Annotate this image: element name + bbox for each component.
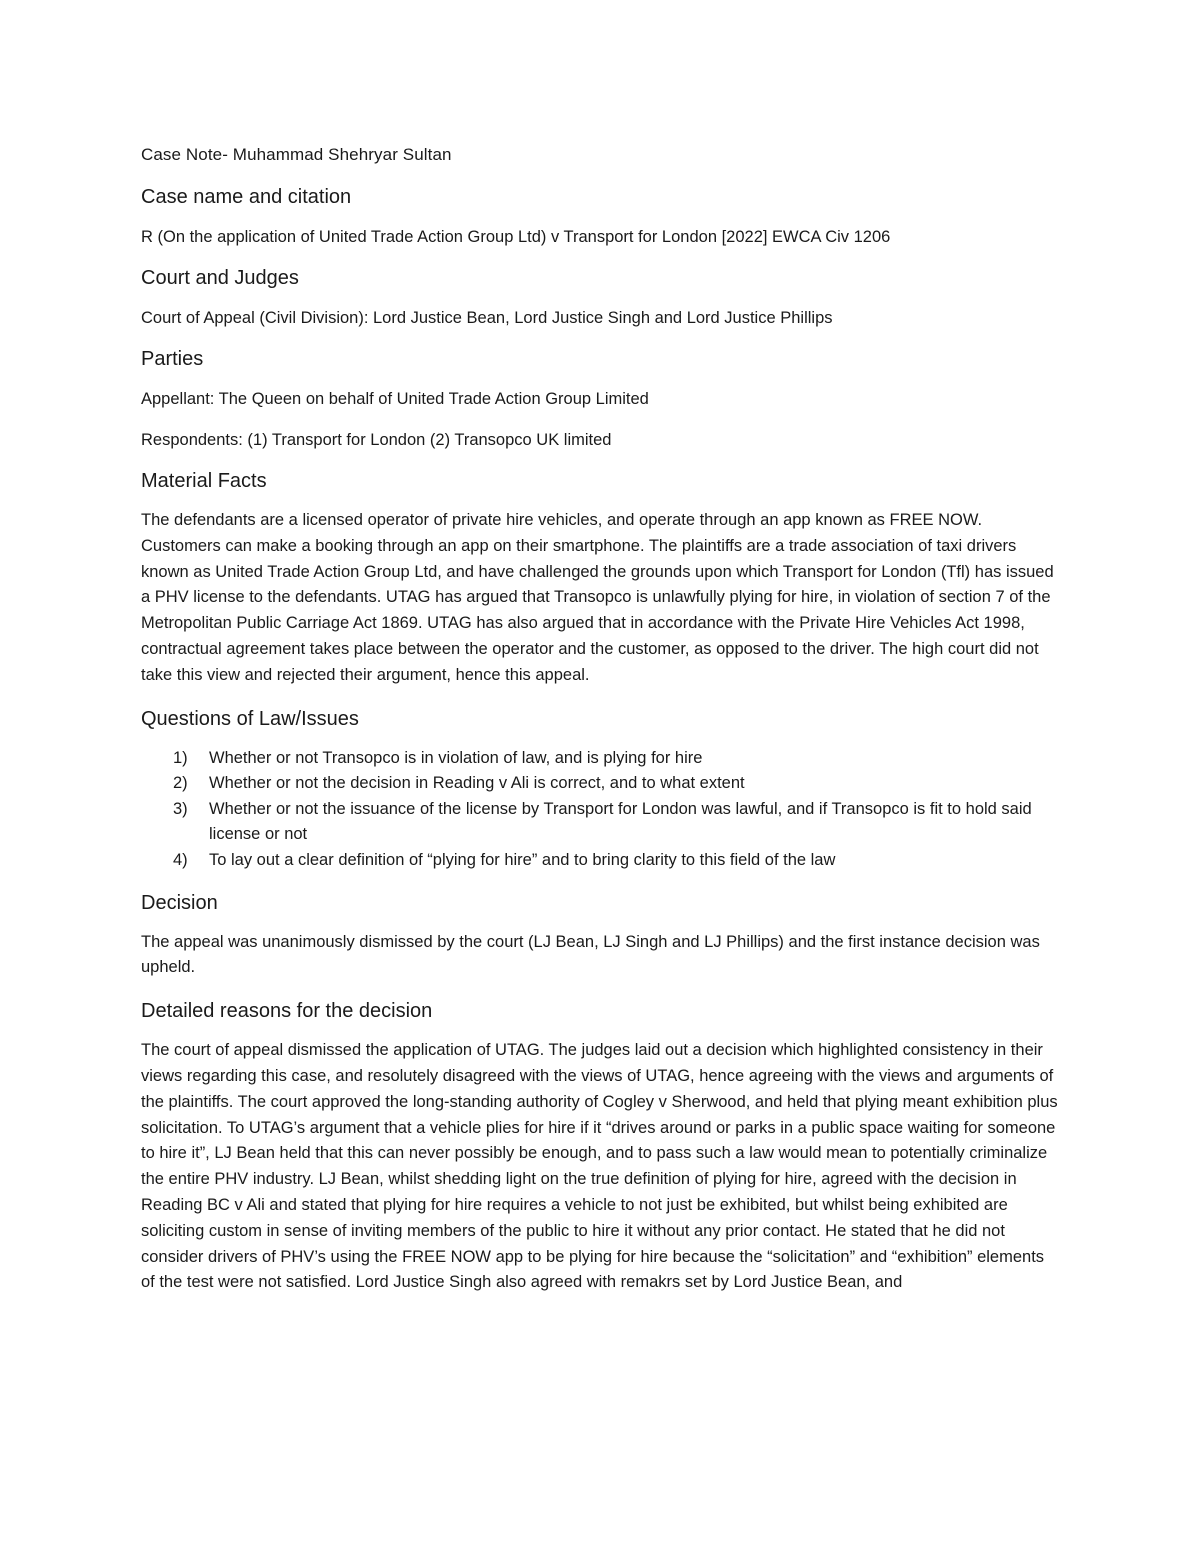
issue-item-3 [141,797,1061,848]
case-citation: R (On the application of United Trade Action Group Ltd) v Transport for London [2022] EWCA Civ 1206 [141,228,891,246]
respondents: Respondents: (1) Transport for London (2) Transopco UK limited [141,431,612,449]
issue-number: 4) [173,850,188,869]
decision-heading: Decision [141,891,218,914]
court-heading: Court and Judges [141,267,299,289]
issue-text: Whether or not the decision in Reading v Ali is correct, and to what extent [209,774,745,793]
issue-item-4 [141,848,1061,874]
decision-paragraph: The appeal was unanimously dismissed by the court (LJ Bean, LJ Singh and LJ Phillips) and the first instance decision was upheld. [141,932,1040,977]
case-name-heading: Case name and citation [141,186,352,208]
issue-text: Whether or not Transopco is in violation of law, and is plying for hire [209,748,703,767]
facts-paragraph: The defendants are a licensed operator of private hire vehicles, and operate through an app known as FREE NOW. Customers can make a booking through an app on their smartphone. The plaintiffs are a trade association of taxi drivers known as United Trade Action Group Ltd, and have challenged the grounds upon which Transport for London (Tfl) has issued a PHV license to the defendants. UTAG has argued that Transopco is unlawfully plying for hire, in violation of section 7 of the Metropolitan Public Carriage Act 1869. UTAG has also argued that in accordance with the Private Hire Vehicles Act 1998, contractual agreement takes place between the operator and the customer, as opposed to the driver. The high court did not take this view and rejected their argument, hence this appeal. [141,511,1054,684]
court-judges: Court of Appeal (Civil Division): Lord Justice Bean, Lord Justice Singh and Lord Justice Phillips [141,309,833,327]
parties-heading: Parties [141,348,204,370]
issues-heading: Questions of Law/Issues [141,707,359,730]
issues-list [141,746,1061,874]
issue-text: Whether or not the issuance of the license by Transport for London was lawful, and if Transopco is fit to hold said license or not [209,799,1032,844]
issue-item-2 [141,771,1061,797]
issue-item-1 [141,746,1061,772]
issue-number: 1) [173,748,188,767]
issue-number: 2) [173,774,188,793]
document-title: Case Note- Muhammad Shehryar Sultan [141,145,452,164]
appellant: Appellant: The Queen on behalf of United Trade Action Group Limited [141,390,649,408]
issue-number: 3) [173,799,188,818]
facts-heading: Material Facts [141,470,267,492]
reasons-heading: Detailed reasons for the decision [141,1000,433,1023]
issue-text: To lay out a clear definition of “plying for hire” and to bring clarity to this field of the law [209,850,836,869]
document-body [141,142,1061,1313]
reasons-paragraph: The court of appeal dismissed the application of UTAG. The judges laid out a decision which highlighted consistency in their views regarding this case, and resolutely disagreed with the views of UTAG, hence agreeing with the views and arguments of the plaintiffs. The court approved the long-standing authority of Cogley v Sherwood, and held that plying meant exhibition plus solicitation. To UTAG’s argument that a vehicle plies for hire if it “drives around or parks in a public space waiting for someone to hire it”, LJ Bean held that this can never possibly be enough, and to pass such a law would mean to potentially criminalize the entire PHV industry. LJ Bean, whilst shedding light on the true definition of plying for hire, agreed with the decision in Reading BC v Ali and stated that plying for hire requires a vehicle to not just be exhibited, but whilst being exhibited are soliciting custom in sense of inviting members of the public to hire it without any prior contact. He stated that he did not consider drivers of PHV’s using the FREE NOW app to be plying for hire because the “solicitation” and “exhibition” elements of the test were not satisfied. Lord Justice Singh also agreed with remakrs set by Lord Justice Bean, and [141,1041,1058,1292]
